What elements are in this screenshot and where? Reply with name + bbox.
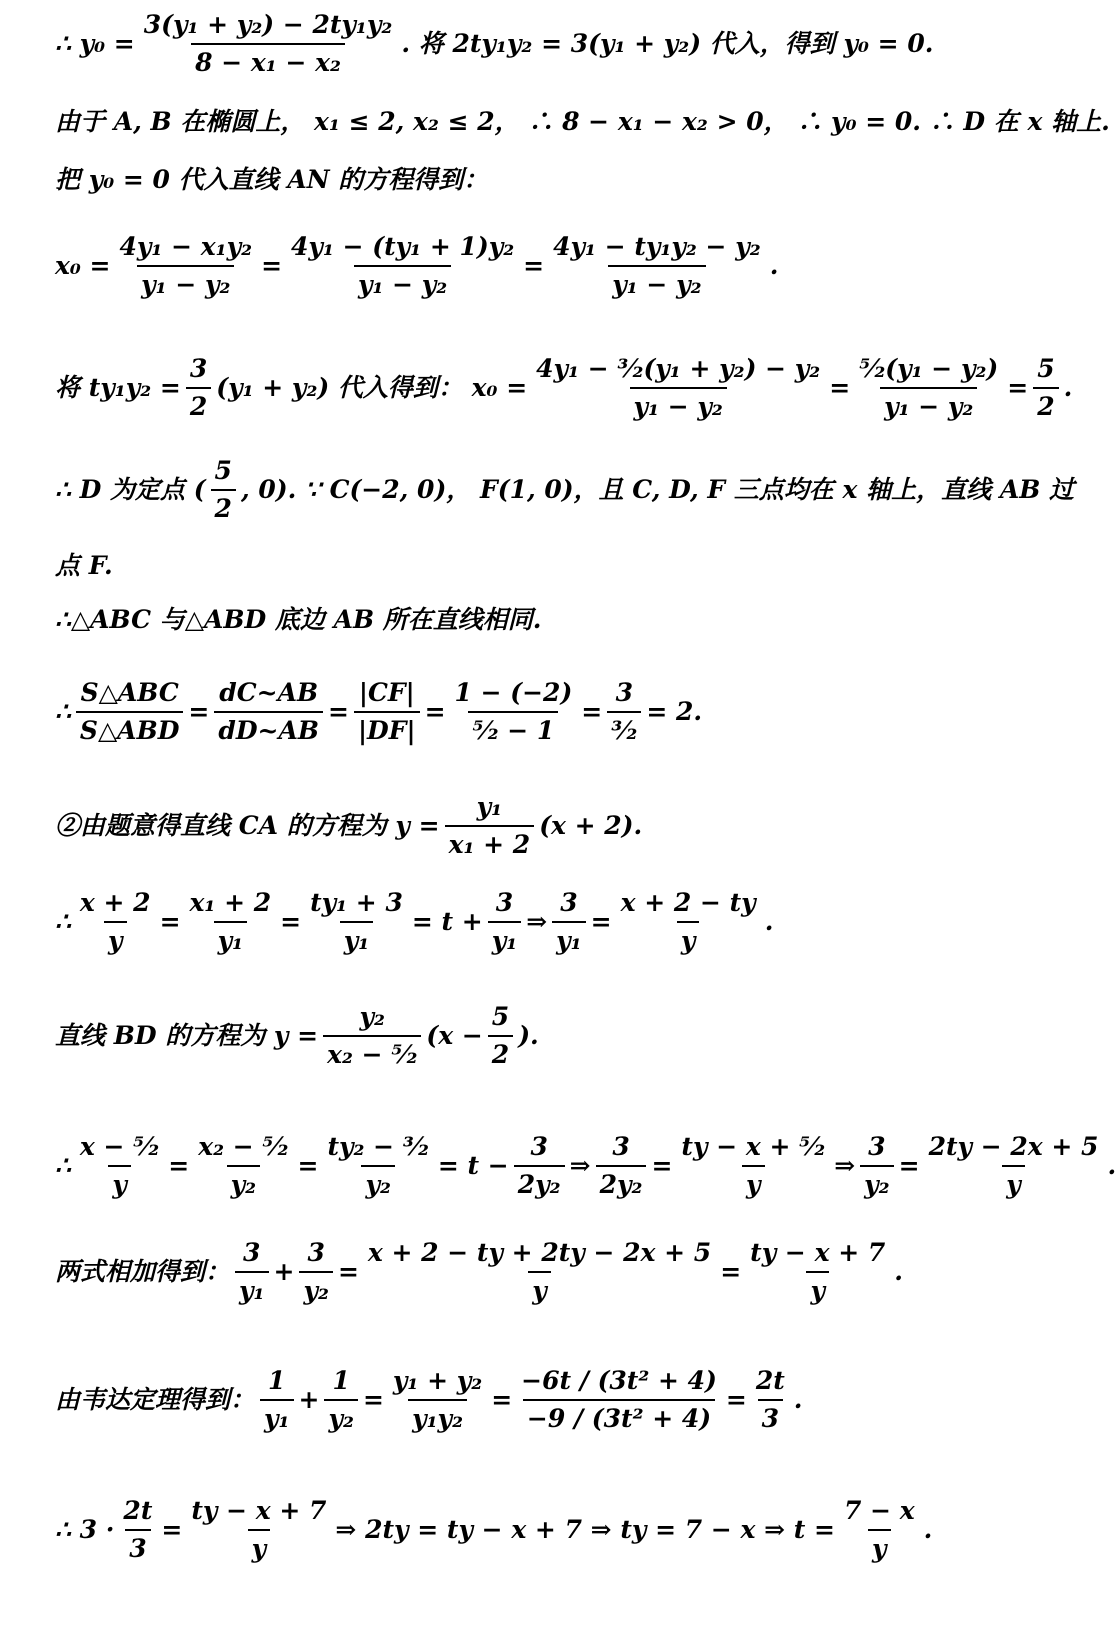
- fraction-numerator: 4y₁ − ³⁄₂(y₁ + y₂) − y₂: [536, 354, 821, 383]
- fraction: [323, 1132, 432, 1200]
- text-run: ∴ D 为定点 (: [55, 475, 206, 504]
- math-line-l13: [55, 1132, 1116, 1200]
- fraction-denominator: 2y₂: [596, 1165, 647, 1200]
- fraction-numerator: −6t / (3t² + 4): [521, 1366, 717, 1395]
- fraction: [194, 1132, 292, 1200]
- fraction-denominator: 2: [211, 489, 236, 524]
- fraction: [364, 1238, 715, 1306]
- text-run: =: [159, 907, 181, 936]
- math-line-l02: [55, 107, 1110, 137]
- fraction-numerator: ⁵⁄₂(y₁ − y₂): [859, 354, 999, 383]
- fraction-numerator: x₂ − ⁵⁄₂: [198, 1132, 289, 1161]
- fraction-denominator: 2: [1033, 387, 1058, 422]
- fraction-numerator: 3(y₁ + y₂) − 2ty₁y₂: [143, 10, 393, 39]
- fraction-denominator: y: [677, 921, 700, 956]
- math-line-l06: [55, 456, 1075, 524]
- text-run: .: [764, 907, 774, 936]
- fraction-numerator: 5: [1037, 354, 1055, 383]
- fraction-denominator: y₁ − y₂: [137, 265, 234, 300]
- fraction-denominator: x₁ + 2: [445, 825, 535, 860]
- fraction-denominator: y₁: [260, 1399, 293, 1434]
- fraction-denominator: y₁ − y₂: [608, 265, 705, 300]
- fraction-denominator: y₁y₂: [408, 1399, 467, 1434]
- fraction-denominator: y₁: [235, 1271, 268, 1306]
- fraction: [451, 678, 577, 746]
- fraction-numerator: 5: [491, 1002, 510, 1031]
- fraction-numerator: 1 − (−2): [454, 678, 573, 707]
- fraction-numerator: 2ty − 2x + 5: [928, 1132, 1099, 1161]
- text-run: .: [923, 1515, 933, 1544]
- fraction-denominator: y₁ − y₂: [880, 387, 977, 422]
- fraction: [617, 888, 760, 956]
- fraction-numerator: 3: [530, 1132, 548, 1161]
- fraction: [211, 456, 236, 524]
- fraction-numerator: 3: [612, 1132, 630, 1161]
- text-run: .: [894, 1257, 903, 1286]
- text-run: = t +: [411, 907, 483, 936]
- math-line-l07: [55, 551, 1060, 581]
- fraction-denominator: 2: [488, 1035, 513, 1070]
- text-run: x₀ =: [55, 251, 111, 280]
- fraction: [354, 678, 420, 746]
- text-run: 把 y₀ = 0 代入直线 AN 的方程得到：: [55, 165, 489, 194]
- fraction-denominator: y₂: [324, 1399, 357, 1434]
- fraction: [855, 354, 1002, 422]
- fraction-numerator: |CF|: [358, 678, 415, 707]
- text-run: ∴: [55, 1151, 71, 1180]
- fraction: [287, 232, 518, 300]
- fraction-denominator: dD~AB: [214, 711, 323, 746]
- text-run: =: [581, 697, 603, 726]
- fraction-denominator: y₂: [227, 1165, 260, 1200]
- fraction: [116, 232, 257, 300]
- fraction-numerator: 4y₁ − ty₁y₂ − y₂: [553, 232, 761, 261]
- math-line-l12: [55, 1002, 1060, 1070]
- fraction-denominator: 2: [186, 387, 211, 422]
- text-run: ②由题意得直线 CA 的方程为 y =: [55, 811, 440, 840]
- fraction: [1033, 354, 1058, 422]
- text-run: = t −: [437, 1151, 509, 1180]
- text-run: .: [769, 251, 779, 280]
- fraction-denominator: y: [248, 1529, 271, 1564]
- fraction: [746, 1238, 889, 1306]
- text-run: ∴: [55, 907, 71, 936]
- fraction-numerator: x − ⁵⁄₂: [79, 1132, 160, 1161]
- fraction-denominator: 8 − x₁ − x₂: [191, 43, 345, 78]
- fraction: [517, 1366, 721, 1434]
- math-line-l11: [55, 888, 1060, 956]
- text-run: =: [590, 907, 612, 936]
- fraction-denominator: x₂ − ⁵⁄₂: [323, 1035, 421, 1070]
- text-run: =: [261, 251, 283, 280]
- fraction-numerator: x + 2 − ty + 2ty − 2x + 5: [367, 1238, 712, 1267]
- fraction: [186, 888, 276, 956]
- text-run: =: [297, 1151, 319, 1180]
- fraction-numerator: 4y₁ − x₁y₂: [119, 232, 253, 261]
- fraction-denominator: y₂: [860, 1165, 893, 1200]
- text-run: .: [793, 1385, 803, 1414]
- fraction-numerator: 3: [615, 678, 633, 707]
- text-run: (x + 2).: [539, 811, 643, 840]
- fraction: [187, 1496, 330, 1564]
- text-run: .: [1063, 373, 1073, 402]
- fraction-numerator: 4y₁ − (ty₁ + 1)y₂: [291, 232, 515, 261]
- text-run: , 0). ∵ C(−2, 0)， F(1, 0)，且 C, D, F 三点均在 x 轴上，直线 AB 过: [240, 475, 1075, 504]
- fraction-denominator: 2y₂: [514, 1165, 565, 1200]
- fraction: [119, 1496, 156, 1564]
- fraction-denominator: 3: [758, 1399, 783, 1434]
- fraction: [549, 232, 765, 300]
- text-run: 由于 A, B 在椭圆上， x₁ ≤ 2, x₂ ≤ 2， ∴ 8 − x₁ − x₂ > 0， ∴ y₀ = 0. ∴ D 在 x 轴上.: [55, 107, 1110, 136]
- fraction-numerator: 3: [495, 888, 514, 917]
- fraction-numerator: 5: [214, 456, 232, 485]
- fraction-denominator: y: [528, 1271, 551, 1306]
- math-line-l05: [55, 354, 1073, 422]
- math-line-l09: [55, 678, 1060, 746]
- text-run: =: [280, 907, 302, 936]
- text-run: =: [188, 697, 210, 726]
- fraction-numerator: S△ABC: [80, 678, 179, 707]
- text-run: 点 F.: [55, 551, 113, 580]
- fraction-denominator: 3: [125, 1529, 150, 1564]
- fraction: [306, 888, 407, 956]
- fraction-numerator: 3: [243, 1238, 261, 1267]
- fraction-denominator: y: [1002, 1165, 1025, 1200]
- text-run: ).: [518, 1021, 539, 1050]
- text-run: ⇒: [526, 907, 548, 936]
- fraction-denominator: y₁: [552, 921, 585, 956]
- text-run: =: [898, 1151, 920, 1180]
- fraction-numerator: 3: [189, 354, 208, 383]
- fraction-denominator: y: [108, 1165, 131, 1200]
- text-run: =: [720, 1257, 742, 1286]
- math-line-l16: [55, 1496, 1060, 1564]
- fraction: [596, 1132, 647, 1200]
- fraction: [186, 354, 211, 422]
- fraction-numerator: ty − x + ⁵⁄₂: [681, 1132, 826, 1161]
- fraction: [925, 1132, 1103, 1200]
- text-run: ⇒ 2ty = ty − x + 7 ⇒ ty = 7 − x ⇒ t =: [335, 1515, 835, 1544]
- text-run: =: [168, 1151, 190, 1180]
- math-line-l08: [55, 605, 1060, 635]
- fraction: [324, 1366, 357, 1434]
- fraction-numerator: x₁ + 2: [189, 888, 272, 917]
- fraction-numerator: 7 − x: [843, 1496, 915, 1525]
- fraction-denominator: |DF|: [354, 711, 420, 746]
- text-run: =: [424, 697, 446, 726]
- fraction-denominator: y₁ − y₂: [354, 265, 451, 300]
- fraction: [532, 354, 824, 422]
- text-run: . 将 2ty₁y₂ = 3(y₁ + y₂) 代入，得到 y₀ = 0.: [401, 29, 934, 58]
- fraction-numerator: ty − x + 7: [750, 1238, 886, 1267]
- text-run: .: [1107, 1151, 1116, 1180]
- fraction: [76, 678, 184, 746]
- fraction-numerator: x + 2 − ty: [620, 888, 756, 917]
- fraction-numerator: x + 2: [79, 888, 151, 917]
- fraction: [299, 1238, 332, 1306]
- text-run: +: [273, 1257, 295, 1286]
- math-line-l03: [55, 165, 1060, 195]
- fraction-denominator: ³⁄₂: [607, 711, 641, 746]
- fraction: [677, 1132, 829, 1200]
- fraction-denominator: y₂: [299, 1271, 332, 1306]
- text-run: =: [829, 373, 851, 402]
- fraction-numerator: y₂: [359, 1002, 385, 1031]
- text-run: =: [362, 1385, 384, 1414]
- text-run: ∴: [55, 697, 71, 726]
- fraction-numerator: 2t: [755, 1366, 785, 1395]
- fraction: [488, 888, 521, 956]
- fraction-numerator: ty₂ − ³⁄₂: [327, 1132, 429, 1161]
- fraction: [552, 888, 585, 956]
- fraction-denominator: ⁵⁄₂ − 1: [468, 711, 558, 746]
- text-run: 直线 BD 的方程为 y =: [55, 1021, 319, 1050]
- fraction: [323, 1002, 421, 1070]
- fraction: [389, 1366, 486, 1434]
- text-run: =: [161, 1515, 183, 1544]
- text-run: ∴△ABC 与△ABD 底边 AB 所在直线相同.: [55, 605, 542, 634]
- fraction: [860, 1132, 893, 1200]
- fraction-numerator: dC~AB: [219, 678, 319, 707]
- text-run: =: [337, 1257, 359, 1286]
- fraction: [260, 1366, 293, 1434]
- fraction-numerator: 2t: [123, 1496, 153, 1525]
- text-run: (x −: [426, 1021, 483, 1050]
- fraction: [235, 1238, 268, 1306]
- text-run: =: [491, 1385, 513, 1414]
- fraction-denominator: y₂: [361, 1165, 394, 1200]
- fraction: [752, 1366, 789, 1434]
- fraction-denominator: y: [868, 1529, 891, 1564]
- fraction-denominator: S△ABD: [76, 711, 184, 746]
- fraction-numerator: 1: [268, 1366, 286, 1395]
- text-run: =: [1007, 373, 1029, 402]
- fraction-numerator: 3: [560, 888, 578, 917]
- fraction-numerator: ty₁ + 3: [310, 888, 403, 917]
- text-run: =: [651, 1151, 673, 1180]
- fraction-denominator: y: [742, 1165, 765, 1200]
- text-run: ⇒: [834, 1151, 856, 1180]
- fraction-numerator: y₁: [476, 792, 503, 821]
- text-run: =: [725, 1385, 747, 1414]
- fraction-denominator: y: [806, 1271, 829, 1306]
- fraction-denominator: y: [104, 921, 127, 956]
- math-line-l14: [55, 1238, 1060, 1306]
- math-line-l01: [55, 10, 1060, 78]
- text-run: =: [328, 697, 349, 726]
- fraction: [140, 10, 397, 78]
- fraction-denominator: y₁: [340, 921, 373, 956]
- fraction-numerator: ty − x + 7: [191, 1496, 327, 1525]
- text-run: 由韦达定理得到：: [55, 1385, 256, 1414]
- text-run: (y₁ + y₂) 代入得到： x₀ =: [216, 373, 528, 402]
- fraction: [76, 888, 155, 956]
- fraction-denominator: y₁: [214, 921, 247, 956]
- text-run: 将 ty₁y₂ =: [55, 373, 181, 402]
- fraction: [607, 678, 641, 746]
- fraction-denominator: −9 / (3t² + 4): [523, 1399, 715, 1434]
- fraction: [445, 792, 535, 860]
- text-run: 两式相加得到：: [55, 1257, 231, 1286]
- text-run: +: [298, 1385, 320, 1414]
- math-line-l10: [55, 792, 1060, 860]
- fraction: [840, 1496, 919, 1564]
- text-run: = 2.: [646, 697, 703, 726]
- fraction-numerator: 1: [332, 1366, 350, 1395]
- text-run: ⇒: [569, 1151, 591, 1180]
- fraction: [514, 1132, 565, 1200]
- fraction-numerator: 3: [868, 1132, 886, 1161]
- fraction-numerator: y₁ + y₂: [392, 1366, 483, 1395]
- fraction-denominator: y₁: [488, 921, 521, 956]
- math-line-l15: [55, 1366, 1060, 1434]
- text-run: ∴ 3 ·: [55, 1515, 115, 1544]
- text-run: =: [523, 251, 545, 280]
- fraction: [76, 1132, 163, 1200]
- fraction-denominator: y₁ − y₂: [630, 387, 727, 422]
- fraction: [488, 1002, 513, 1070]
- fraction: [214, 678, 323, 746]
- fraction-numerator: 3: [307, 1238, 325, 1267]
- math-line-l04: [55, 232, 1060, 300]
- text-run: ∴ y₀ =: [55, 29, 135, 58]
